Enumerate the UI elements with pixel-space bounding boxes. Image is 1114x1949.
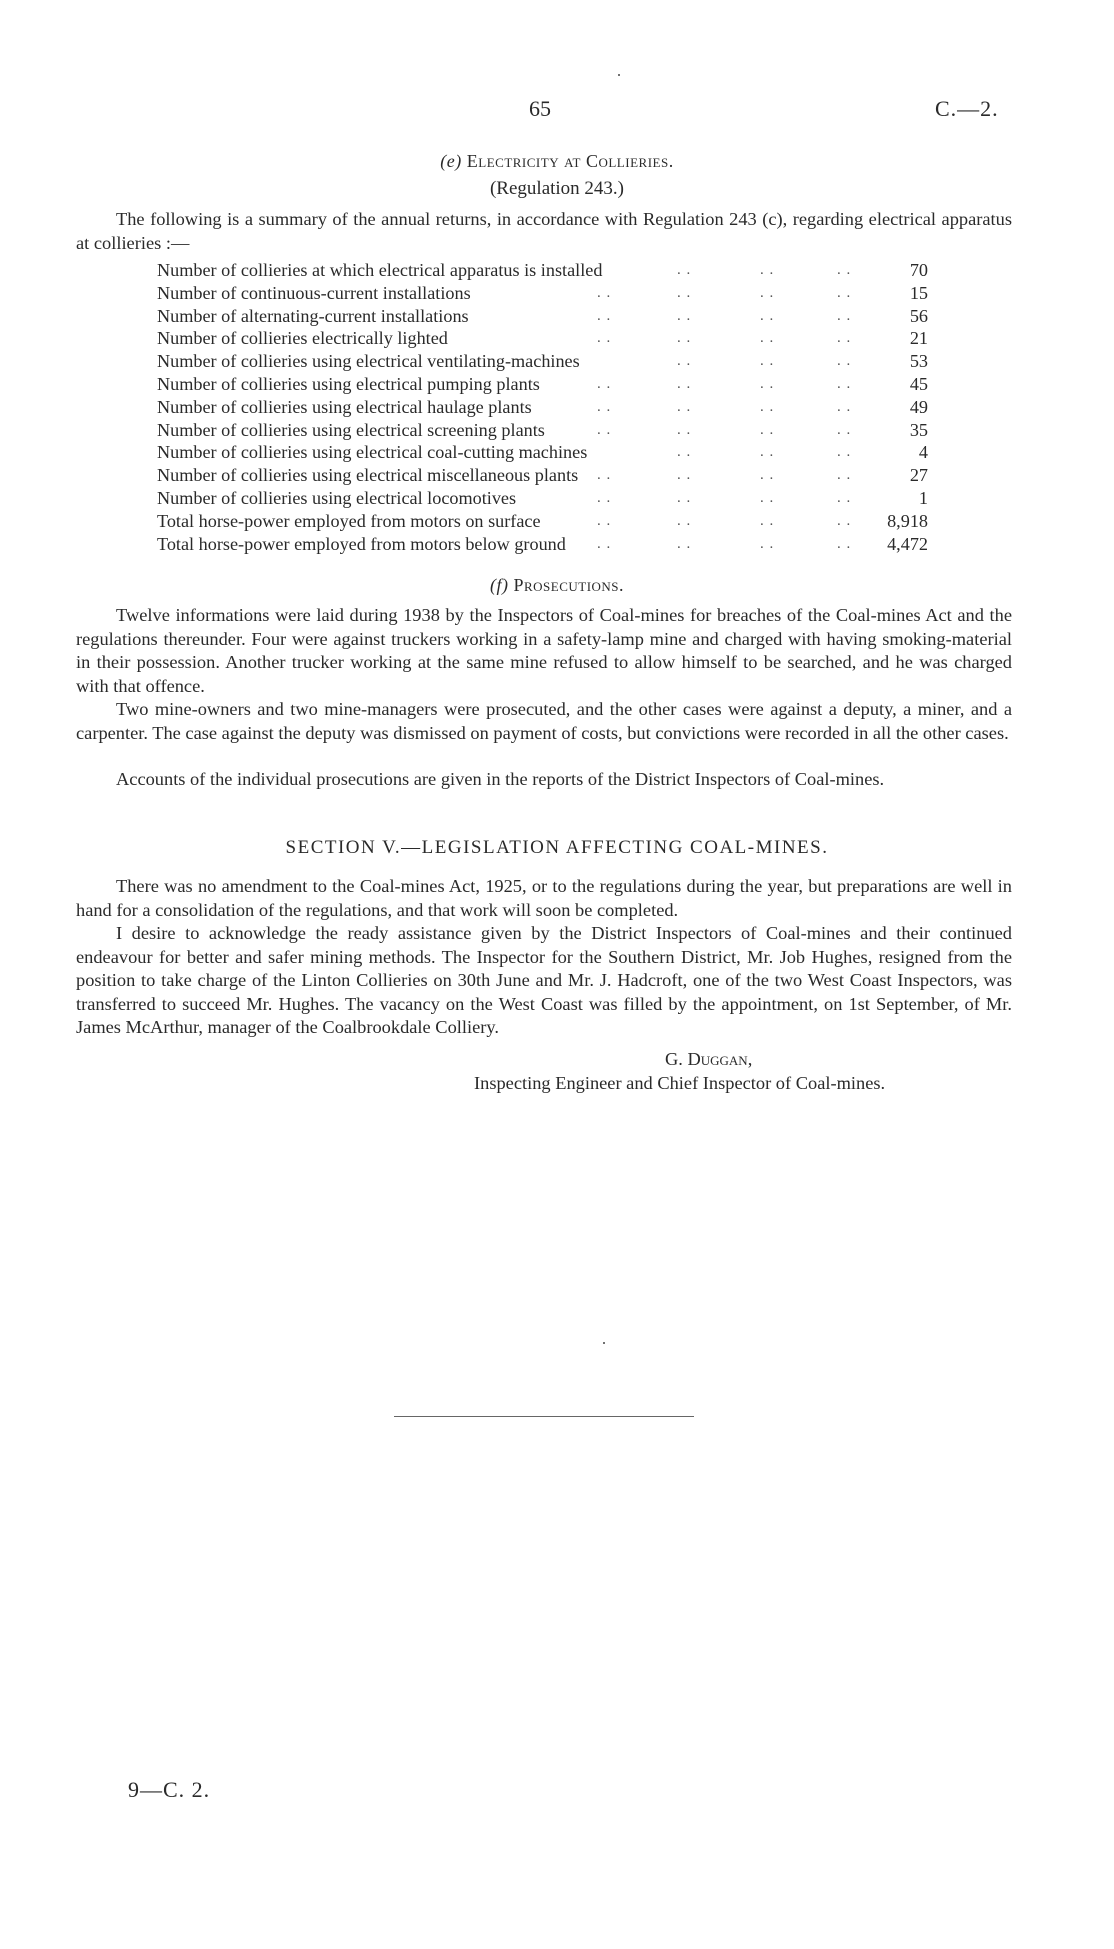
- row-value: 1: [918, 487, 928, 508]
- row-label: Number of collieries using electrical ventilating-machines: [157, 351, 580, 372]
- scan-speck: [603, 1342, 605, 1344]
- row-label: Number of collieries at which electrical apparatus is installed: [157, 260, 603, 280]
- legislation-paragraph: I desire to acknowledge the ready assistance given by the District Inspectors of Coal-mines and their continued endeavour for better and safer mining methods. The Inspector for the Southern District, Mr. Job Hughes, resigned from the position to take charge of the Linton Collieries on 30th June and Mr. J. Hadcroft, one of the two West Coast Inspectors, was transferred to succeed Mr. Hughes. The vacancy on the West Coast was filled by the appointment, on 1st September, of Mr. James McArthur, manager of the Coalbrookdale Colliery.: [76, 923, 1012, 1037]
- electricity-heading: [0, 151, 1114, 172]
- row-label: Total horse-power employed from motors on surface: [157, 510, 541, 531]
- row-value: 15: [909, 282, 928, 303]
- prosecutions-paragraph: Twelve informations were laid during 1938 by the Inspectors of Coal-mines for breaches of the Coal-mines Act and the regulations thereunder. Four were against truckers working in a safety-lamp mine and charged with having smoking-material in their possession. Another trucker working at the same mine refused to allow himself to be searched, and he was charged with that offence.: [76, 605, 1012, 696]
- electrical-apparatus-summary-table: [157, 259, 932, 555]
- table-row: Number of collieries using electrical locomotives 1 . . . . . . . .: [157, 487, 928, 508]
- row-label: Number of collieries using electrical locomotives: [157, 487, 517, 508]
- prosecutions-heading-label: (f): [489, 575, 509, 595]
- row-value: 49: [909, 396, 928, 417]
- section-v-title: SECTION V.—LEGISLATION AFFECTING COAL-MINES.: [285, 837, 829, 858]
- row-value: 4,472: [887, 533, 928, 554]
- row-label: Number of collieries using electrical coal-cutting machines: [157, 442, 588, 463]
- row-label: Number of alternating-current installations: [157, 305, 469, 326]
- table-row: Number of collieries at which electrical apparatus is installed 70 . . . . . .: [157, 260, 928, 280]
- page-number: 65: [529, 96, 551, 121]
- row-label: Number of collieries electrically lighted: [157, 328, 448, 349]
- row-value: 70: [909, 260, 928, 280]
- signature-title: Inspecting Engineer and Chief Inspector of Coal-mines.: [474, 1073, 886, 1093]
- table-row: Number of collieries using electrical screening plants 35 . . . . . . . .: [157, 419, 928, 440]
- table-row: Number of collieries electrically lighted 21 . . . . . . . .: [157, 328, 928, 349]
- row-label: Number of collieries using electrical pumping plants: [157, 373, 540, 394]
- document-reference: C.—2.: [935, 96, 999, 121]
- row-value: 27: [909, 465, 928, 486]
- row-value: 56: [909, 305, 928, 326]
- table-row: Total horse-power employed from motors below ground 4,472 . . . . . . . .: [157, 533, 928, 554]
- row-value: 21: [909, 328, 928, 349]
- electricity-heading-label: (e): [440, 151, 462, 171]
- electricity-heading-title: Electricity at Collieries.: [466, 151, 674, 171]
- row-label: Total horse-power employed from motors below ground: [157, 533, 566, 554]
- row-value: 45: [909, 373, 928, 394]
- prosecutions-heading-title: Prosecutions.: [513, 575, 625, 595]
- row-value: 4: [918, 442, 928, 463]
- prosecutions-heading: [0, 575, 1114, 596]
- table-row: Number of collieries using electrical miscellaneous plants 27 . . . . . . . .: [157, 465, 928, 486]
- electricity-intro-paragraph: The following is a summary of the annual returns, in accordance with Regulation 243 (c), regarding electrical apparatus at collieries :—: [76, 209, 1012, 253]
- row-value: 8,918: [887, 510, 928, 531]
- prosecutions-paragraph: Two mine-owners and two mine-managers were prosecuted, and the other cases were against a deputy, a miner, and a carpenter. The case against the deputy was dismissed on payment of costs, but convictions were recorded in all the other cases.: [76, 699, 1012, 743]
- row-label: Number of collieries using electrical haulage plants: [157, 396, 532, 417]
- row-value: 53: [909, 351, 928, 372]
- table-row: Number of collieries using electrical pumping plants 45 . . . . . . . .: [157, 373, 928, 394]
- legislation-paragraph: There was no amendment to the Coal-mines Act, 1925, or to the regulations during the year, but preparations are well in hand for a consolidation of the regulations, and that work will soon be completed.: [76, 876, 1012, 920]
- footer-reference: 9—C. 2.: [128, 1777, 211, 1802]
- table-row: Number of collieries using electrical ventilating-machines 53 . . . . . .: [157, 351, 928, 372]
- table-row: Number of collieries using electrical haulage plants 49 . . . . . . . .: [157, 396, 928, 417]
- row-label: Number of collieries using electrical miscellaneous plants: [157, 465, 579, 486]
- signature-name: G. Duggan,: [665, 1049, 753, 1069]
- prosecutions-paragraph: Accounts of the individual prosecutions are given in the reports of the District Inspectors of Coal-mines.: [116, 769, 885, 789]
- scan-speck: [618, 74, 620, 76]
- row-label: Number of collieries using electrical screening plants: [157, 419, 545, 440]
- table-row: Number of collieries using electrical coal-cutting machines 4 . . . . . .: [157, 442, 928, 463]
- table-row: Total horse-power employed from motors on surface 8,918 . . . . . . . .: [157, 510, 928, 531]
- row-value: 35: [909, 419, 928, 440]
- horizontal-rule: [394, 1416, 694, 1417]
- row-label: Number of continuous-current installations: [157, 282, 471, 303]
- table-row: Number of continuous-current installations 15 . . . . . . . .: [157, 282, 928, 303]
- table-row: Number of alternating-current installations 56 . . . . . . . .: [157, 305, 928, 326]
- regulation-subheading: (Regulation 243.): [489, 178, 625, 199]
